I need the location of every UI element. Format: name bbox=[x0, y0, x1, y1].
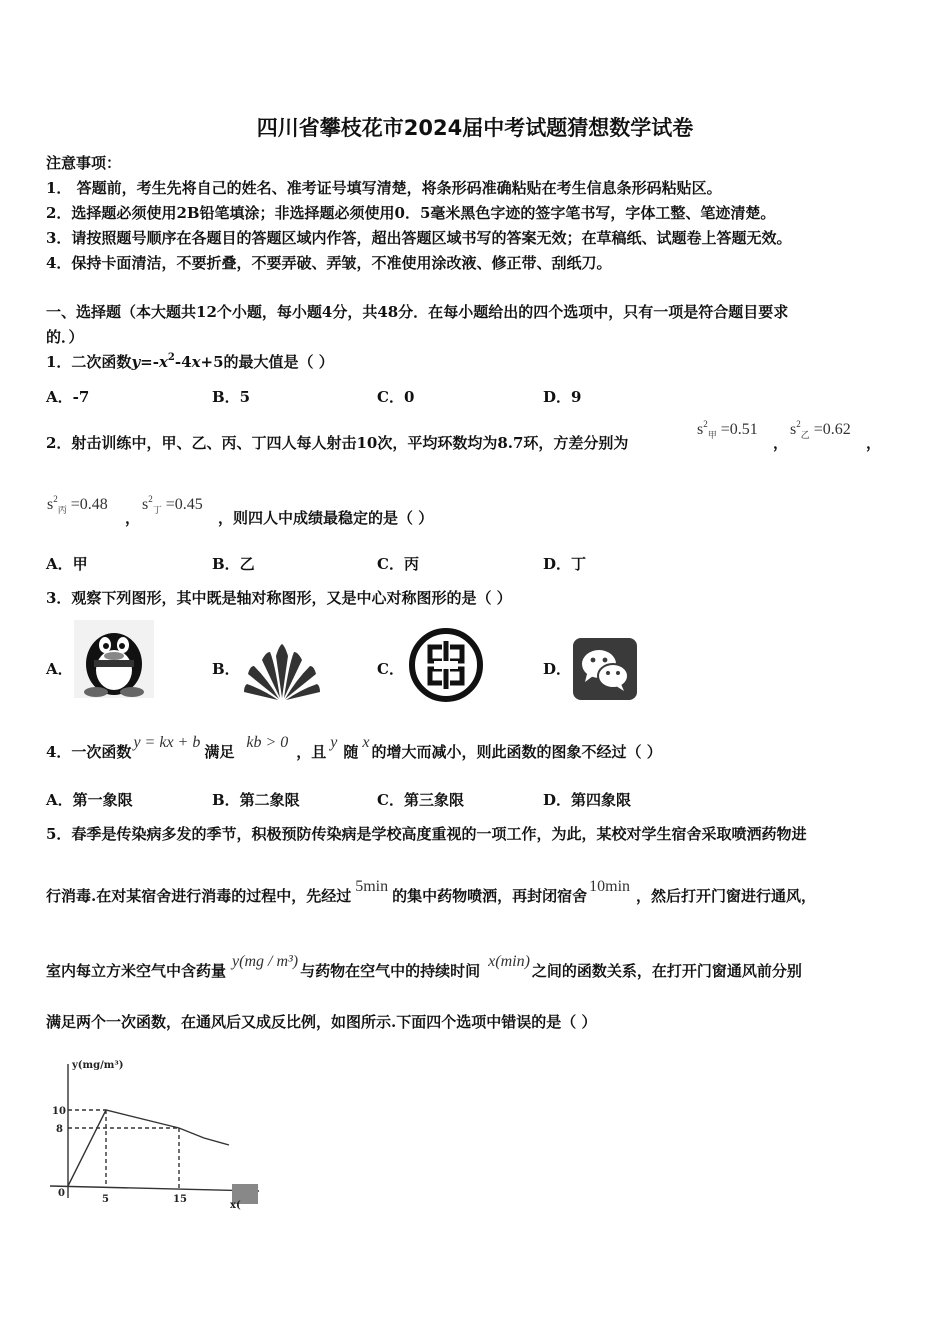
q1-option-d: D．9 bbox=[543, 388, 582, 406]
question-3: 3．观察下列图形，其中既是轴对称图形，又是中心对称图形的是（ ） bbox=[46, 589, 512, 607]
q1-prefix: 1．二次函数 bbox=[46, 353, 132, 371]
question-5-line-4: 满足两个一次函数，在通风后又成反比例，如图所示.下面四个选项中错误的是（ ） bbox=[46, 1013, 597, 1031]
q2-question: ，则四人中成绩最稳定的是（ ） bbox=[218, 509, 434, 527]
q2-comma-3: ， bbox=[125, 509, 141, 527]
notice-item-3: 3．请按照题号顺序在各题目的答题区域内作答，超出答题区域书写的答案无效；在草稿纸、试题卷上答题无效。 bbox=[46, 229, 792, 247]
q1-var-x2: x bbox=[191, 353, 201, 371]
section-heading-cont: 的．） bbox=[46, 328, 84, 346]
q4-math-x: x bbox=[362, 734, 370, 751]
graph-xlabel: x( bbox=[230, 1200, 241, 1211]
graph-xtick-15: 15 bbox=[173, 1194, 187, 1205]
q3-option-d: D． bbox=[543, 660, 572, 678]
q2-variance-jia bbox=[697, 421, 758, 439]
q2-m1-s: s bbox=[697, 421, 704, 438]
icbc-bank-logo-icon bbox=[408, 627, 484, 703]
q2-m3-sub: 丙 bbox=[57, 505, 67, 515]
graph-ylabel: y(mg/m³) bbox=[72, 1060, 124, 1071]
q1-var-y: y bbox=[131, 353, 141, 371]
notice-heading: 注意事项： bbox=[46, 154, 122, 172]
q3-option-c: C． bbox=[377, 660, 404, 678]
q2-m2-sub: 乙 bbox=[800, 430, 810, 440]
q2-m1-sup: 2 bbox=[703, 419, 708, 429]
q2-variance-yi bbox=[790, 421, 851, 439]
q5-l3a: 室内每立方米空气中含药量 bbox=[46, 962, 227, 980]
q2-m1-val: =0.51 bbox=[720, 421, 758, 438]
q1-option-b: B．5 bbox=[212, 388, 251, 406]
q4-option-b: B．第二象限 bbox=[212, 791, 300, 809]
q5-l2a: 行消毒.在对某宿舍进行消毒的过程中，先经过 bbox=[46, 887, 352, 905]
q2-comma-1: ， bbox=[773, 434, 789, 452]
graph-ytick-10: 10 bbox=[52, 1106, 66, 1117]
q2-m4-val: =0.45 bbox=[165, 496, 203, 513]
q2-m3-sup: 2 bbox=[53, 494, 58, 504]
q2-m3-s: s bbox=[47, 496, 54, 513]
q1-option-c: C．0 bbox=[377, 388, 415, 406]
graph-xtick-5: 5 bbox=[102, 1194, 109, 1205]
q2-m4-s: s bbox=[142, 496, 149, 513]
wechat-logo-icon bbox=[573, 638, 637, 700]
q1-eq: =- bbox=[140, 353, 159, 371]
q4-mid3: 随 bbox=[343, 743, 359, 761]
x-axis bbox=[50, 1186, 259, 1191]
question-1 bbox=[46, 351, 334, 372]
q2-m4-sub: 丁 bbox=[152, 505, 162, 515]
q4-option-a: A．第一象限 bbox=[46, 791, 133, 809]
notice-item-1: 1． 答题前，考生先将自己的姓名、准考证号填写清楚，将条形码准确粘贴在考生信息条形码粘贴区。 bbox=[46, 179, 722, 197]
q2-option-d: D．丁 bbox=[543, 555, 587, 573]
q4-math-condition: kb > 0 bbox=[246, 734, 289, 751]
q5-l2c: ，然后打开门窗进行通风， bbox=[636, 887, 817, 905]
q5-l3b: 与药物在空气中的持续时间 bbox=[300, 962, 481, 980]
question-5-line-3 bbox=[46, 953, 802, 981]
notice-item-4: 4．保持卡面清洁，不要折叠，不要弄破、弄皱，不准使用涂改液、修正带、刮纸刀。 bbox=[46, 254, 612, 272]
question-2-text: 2．射击训练中，甲、乙、丙、丁四人每人射击10次，平均环数均为8.7环，方差分别为 bbox=[46, 434, 629, 452]
q1-option-a: A．-7 bbox=[46, 388, 90, 406]
q3-option-b: B． bbox=[212, 660, 240, 678]
q4-mid2: ，且 bbox=[296, 743, 327, 761]
notice-item-2: 2．选择题必须使用2B铅笔填涂；非选择题必须使用0．5毫米黑色字迹的签字笔书写，字体工整、笔迹清楚。 bbox=[46, 204, 776, 222]
q1-exponent: 2 bbox=[167, 352, 175, 363]
q1-var-x: x bbox=[158, 353, 168, 371]
q5-math-5min: 5min bbox=[355, 878, 389, 895]
q3-option-a: A． bbox=[46, 660, 73, 678]
q2-variance-ding bbox=[142, 496, 203, 514]
qq-penguin-icon bbox=[74, 620, 154, 698]
graph-origin: 0 bbox=[58, 1188, 65, 1199]
q4-option-c: C．第三象限 bbox=[377, 791, 464, 809]
q1-term: -4 bbox=[174, 353, 192, 371]
q2-variance-bing bbox=[47, 496, 108, 514]
section-heading: 一、选择题（本大题共12个小题，每小题4分，共48分．在每小题给出的四个选项中，只有一项是符合题目要求 bbox=[46, 303, 789, 321]
q4-mid1: 满足 bbox=[204, 743, 235, 761]
q4-math-y: y bbox=[330, 734, 338, 751]
question-4 bbox=[46, 734, 662, 762]
q2-comma-2: ， bbox=[866, 434, 882, 452]
q4-math-function: y = kx + b bbox=[133, 734, 201, 751]
q4-prefix: 4．一次函数 bbox=[46, 743, 132, 761]
q4-option-d: D．第四象限 bbox=[543, 791, 632, 809]
q2-m2-s: s bbox=[790, 421, 797, 438]
q5-l2b: 的集中药物喷洒，再封闭宿舍 bbox=[392, 887, 588, 905]
q2-option-c: C．丙 bbox=[377, 555, 419, 573]
question-5-line-1: 5．春季是传染病多发的季节，积极预防传染病是学校高度重视的一项工作，为此，某校对学生宿舍采取喷洒药物进 bbox=[46, 825, 807, 843]
q2-m2-sup: 2 bbox=[796, 419, 801, 429]
q5-math-10min: 10min bbox=[589, 878, 631, 895]
curve bbox=[68, 1110, 229, 1186]
page-title: 四川省攀枝花市2024届中考试题猜想数学试卷 bbox=[256, 116, 694, 140]
q2-option-b: B．乙 bbox=[212, 555, 255, 573]
q4-suffix: 的增大而减小，则此函数的图象不经过（ ） bbox=[371, 743, 662, 761]
q2-m2-val: =0.62 bbox=[813, 421, 851, 438]
q5-math-x-unit: x(min) bbox=[488, 953, 530, 970]
q2-m4-sup: 2 bbox=[148, 494, 153, 504]
q2-m1-sub: 甲 bbox=[707, 430, 717, 440]
question-5-line-2 bbox=[46, 878, 817, 906]
q2-option-a: A．甲 bbox=[46, 555, 88, 573]
q5-graph bbox=[44, 1050, 274, 1215]
q2-m3-val: =0.48 bbox=[70, 496, 108, 513]
q5-math-y-unit: y(mg / m³) bbox=[232, 953, 299, 970]
q5-l3c: 之间的函数关系，在打开门窗通风前分别 bbox=[531, 962, 802, 980]
graph-ytick-8: 8 bbox=[56, 1124, 63, 1135]
huawei-logo-icon bbox=[242, 636, 322, 702]
q1-suffix: +5的最大值是（ ） bbox=[200, 353, 334, 371]
